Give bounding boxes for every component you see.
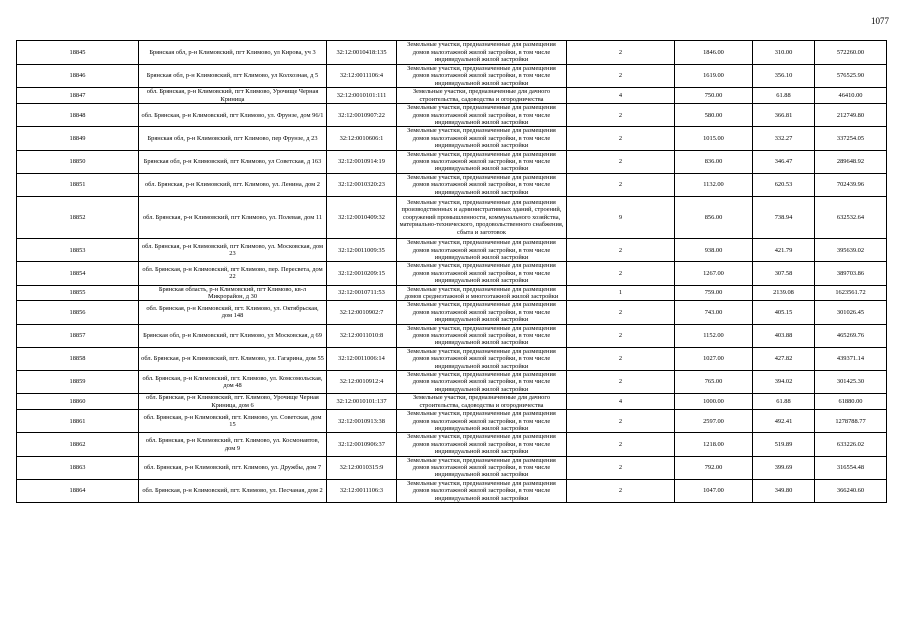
row-cadastral-number: 32:12:0010418:135 (327, 41, 397, 65)
row-area: 1218.00 (675, 433, 753, 456)
row-number: 18853 (17, 239, 139, 262)
row-address: обл. Брянская, р-н Климовский, пгт Климово, Урочище Черная Криница (139, 88, 327, 104)
row-cadastral-number: 32:12:0010409:32 (327, 197, 397, 239)
row-address: обл. Брянская, р-н Климовский, пгт. Климово, ул. Октябрьская, дом 148 (139, 301, 327, 324)
row-area: 856.00 (675, 197, 753, 239)
row-cadastral-value: 576525.90 (815, 65, 887, 88)
row-area: 759.00 (675, 285, 753, 301)
row-number: 18850 (17, 150, 139, 173)
row-cadastral-value: 289648.92 (815, 150, 887, 173)
row-address: обл. Брянская, р-н Климовский, пгт Климово, ул. Фрунзе, дом 96/1 (139, 104, 327, 127)
row-address: обл. Брянская, р-н Климовский, пгт. Климово, ул. Песчаная, дом 2 (139, 479, 327, 502)
row-address: обл. Брянская, р-н Климовский, пгт Климово, ул. Московская, дом 23 (139, 239, 327, 262)
row-number: 18863 (17, 456, 139, 479)
row-cadastral-value: 702439.96 (815, 173, 887, 196)
row-area: 2597.00 (675, 410, 753, 433)
row-land-use: Земельные участки, предназначенные для размещения домов малоэтажной жилой застройки, в том числе индивидуальной жилой застройки (397, 479, 567, 502)
row-cadastral-number: 32:12:0011006:14 (327, 347, 397, 370)
row-area: 1846.00 (675, 41, 753, 65)
row-specific-value: 427.82 (753, 347, 815, 370)
row-specific-value: 519.89 (753, 433, 815, 456)
row-number: 18860 (17, 394, 139, 410)
row-use-code: 2 (567, 433, 675, 456)
row-land-use: Земельные участки, предназначенные для размещения домов среднеэтажной и многоэтажной жилой застройки (397, 285, 567, 301)
row-cadastral-value: 337254.05 (815, 127, 887, 150)
row-land-use: Земельные участки, предназначенные для размещения домов малоэтажной жилой застройки, в том числе индивидуальной жилой застройки (397, 173, 567, 196)
row-cadastral-value: 632532.64 (815, 197, 887, 239)
row-address: Брянская обл, р-н Климовский, пгт Климово, ул Московская, д 69 (139, 324, 327, 347)
row-area: 1000.00 (675, 394, 753, 410)
row-area: 1267.00 (675, 262, 753, 285)
row-specific-value: 421.79 (753, 239, 815, 262)
row-use-code: 2 (567, 301, 675, 324)
row-cadastral-value: 389703.86 (815, 262, 887, 285)
row-cadastral-number: 32:12:0010711:53 (327, 285, 397, 301)
row-address: Брянская обл, р-н Климовский, пгт Климово, ул Колхозная, д 5 (139, 65, 327, 88)
row-cadastral-number: 32:12:0010101:137 (327, 394, 397, 410)
row-specific-value: 2139.08 (753, 285, 815, 301)
row-use-code: 2 (567, 41, 675, 65)
row-specific-value: 332.27 (753, 127, 815, 150)
row-land-use: Земельные участки, предназначенные для дачного строительства, садоводства и огородничества (397, 88, 567, 104)
row-address: обл. Брянская, р-н Климовский, пгт. Климово, ул. Комсомольская, дом 48 (139, 371, 327, 394)
row-address: обл. Брянская, р-н Климовский, пгт. Климово, Урочище Черная Криница, дом 6 (139, 394, 327, 410)
row-use-code: 2 (567, 371, 675, 394)
row-cadastral-number: 32:12:0010315:9 (327, 456, 397, 479)
row-cadastral-number: 32:12:0010913:38 (327, 410, 397, 433)
row-specific-value: 403.88 (753, 324, 815, 347)
row-area: 1619.00 (675, 65, 753, 88)
table-row (17, 150, 887, 173)
row-cadastral-value: 439371.14 (815, 347, 887, 370)
row-cadastral-value: 301026.45 (815, 301, 887, 324)
row-use-code: 2 (567, 173, 675, 196)
table-row (17, 324, 887, 347)
row-cadastral-number: 32:12:0010606:1 (327, 127, 397, 150)
row-cadastral-number: 32:12:0011010:8 (327, 324, 397, 347)
row-area: 1015.00 (675, 127, 753, 150)
row-use-code: 1 (567, 285, 675, 301)
row-use-code: 2 (567, 65, 675, 88)
row-cadastral-value: 316554.48 (815, 456, 887, 479)
row-area: 938.00 (675, 239, 753, 262)
row-cadastral-value: 212749.80 (815, 104, 887, 127)
row-cadastral-number: 32:12:0010906:37 (327, 433, 397, 456)
row-use-code: 2 (567, 150, 675, 173)
row-land-use: Земельные участки, предназначенные для размещения домов малоэтажной жилой застройки, в том числе индивидуальной жилой застройки (397, 301, 567, 324)
row-cadastral-value: 366240.60 (815, 479, 887, 502)
row-area: 1047.00 (675, 479, 753, 502)
row-cadastral-number: 32:12:0010209:15 (327, 262, 397, 285)
row-specific-value: 399.69 (753, 456, 815, 479)
row-cadastral-value: 301425.30 (815, 371, 887, 394)
table-row (17, 65, 887, 88)
row-cadastral-value: 395639.02 (815, 239, 887, 262)
row-specific-value: 61.88 (753, 394, 815, 410)
row-land-use: Земельные участки, предназначенные для дачного строительства, садоводства и огородничества (397, 394, 567, 410)
row-address: обл. Брянская, р-н Климовский, пгт Климово, ул. Полевая, дом 11 (139, 197, 327, 239)
row-use-code: 2 (567, 239, 675, 262)
table-row (17, 173, 887, 196)
page-number: 1077 (871, 16, 889, 26)
row-number: 18845 (17, 41, 139, 65)
row-address: Брянская обл, р-н Климовский, пгт Климово, ул Кирова, уч 3 (139, 41, 327, 65)
row-land-use: Земельные участки, предназначенные для размещения домов малоэтажной жилой застройки, в том числе индивидуальной жилой застройки (397, 410, 567, 433)
table-row (17, 41, 887, 65)
row-land-use: Земельные участки, предназначенные для размещения домов малоэтажной жилой застройки, в том числе индивидуальной жилой застройки (397, 104, 567, 127)
row-land-use: Земельные участки, предназначенные для размещения домов малоэтажной жилой застройки, в том числе индивидуальной жилой застройки (397, 371, 567, 394)
row-specific-value: 620.53 (753, 173, 815, 196)
row-cadastral-value: 1623561.72 (815, 285, 887, 301)
row-land-use: Земельные участки, предназначенные для размещения производственных и административных зданий, строений, сооружений промышленности, коммунального хозяйства, материально-технического, продовольственного снабжения, сбыта и заготовок (397, 197, 567, 239)
row-number: 18846 (17, 65, 139, 88)
row-number: 18861 (17, 410, 139, 433)
row-use-code: 2 (567, 456, 675, 479)
row-specific-value: 307.58 (753, 262, 815, 285)
row-cadastral-number: 32:12:0010912:4 (327, 371, 397, 394)
table-row (17, 127, 887, 150)
row-cadastral-number: 32:12:0011106:3 (327, 479, 397, 502)
row-number: 18849 (17, 127, 139, 150)
row-cadastral-value: 46410.00 (815, 88, 887, 104)
row-address: обл. Брянская, р-н Климовский, пгт. Климово, ул. Ленина, дом 2 (139, 173, 327, 196)
table-row (17, 262, 887, 285)
row-number: 18859 (17, 371, 139, 394)
row-land-use: Земельные участки, предназначенные для размещения домов малоэтажной жилой застройки, в том числе индивидуальной жилой застройки (397, 347, 567, 370)
row-specific-value: 346.47 (753, 150, 815, 173)
row-number: 18847 (17, 88, 139, 104)
row-area: 792.00 (675, 456, 753, 479)
row-cadastral-number: 32:12:0011106:4 (327, 65, 397, 88)
row-specific-value: 492.41 (753, 410, 815, 433)
row-cadastral-value: 61880.00 (815, 394, 887, 410)
row-address: обл. Брянская, р-н Климовский, пгт. Климово, ул. Дружбы, дом 7 (139, 456, 327, 479)
row-number: 18864 (17, 479, 139, 502)
row-number: 18858 (17, 347, 139, 370)
table-row (17, 410, 887, 433)
row-cadastral-number: 32:12:0011009:35 (327, 239, 397, 262)
row-land-use: Земельные участки, предназначенные для размещения домов малоэтажной жилой застройки, в том числе индивидуальной жилой застройки (397, 262, 567, 285)
row-address: Брянская обл, р-н Климовский, пгт Климово, ул Советская, д 163 (139, 150, 327, 173)
row-number: 18848 (17, 104, 139, 127)
row-use-code: 2 (567, 410, 675, 433)
row-address: Брянская обл, р-н Климовский, пгт Климово, пер Фрунзе, д 23 (139, 127, 327, 150)
row-area: 580.00 (675, 104, 753, 127)
row-number: 18857 (17, 324, 139, 347)
row-specific-value: 61.88 (753, 88, 815, 104)
row-specific-value: 394.02 (753, 371, 815, 394)
table-row (17, 197, 887, 239)
row-area: 743.00 (675, 301, 753, 324)
row-use-code: 9 (567, 197, 675, 239)
row-address: обл. Брянская, р-н Климовский, пгт. Климово, ул. Космонавтов, дом 9 (139, 433, 327, 456)
row-use-code: 2 (567, 324, 675, 347)
row-land-use: Земельные участки, предназначенные для размещения домов малоэтажной жилой застройки, в том числе индивидуальной жилой застройки (397, 127, 567, 150)
row-specific-value: 356.10 (753, 65, 815, 88)
table-row (17, 88, 887, 104)
table-row (17, 456, 887, 479)
table-row (17, 239, 887, 262)
row-land-use: Земельные участки, предназначенные для размещения домов малоэтажной жилой застройки, в том числе индивидуальной жилой застройки (397, 150, 567, 173)
row-address: Брянская область, р-н Климовский, пгт Климово, кв-л Микрорайон, д 30 (139, 285, 327, 301)
row-land-use: Земельные участки, предназначенные для размещения домов малоэтажной жилой застройки, в том числе индивидуальной жилой застройки (397, 433, 567, 456)
row-number: 18854 (17, 262, 139, 285)
row-use-code: 2 (567, 104, 675, 127)
row-cadastral-value: 1278788.77 (815, 410, 887, 433)
row-number: 18852 (17, 197, 139, 239)
row-cadastral-value: 465269.76 (815, 324, 887, 347)
table-row (17, 347, 887, 370)
row-specific-value: 310.00 (753, 41, 815, 65)
row-land-use: Земельные участки, предназначенные для размещения домов малоэтажной жилой застройки, в том числе индивидуальной жилой застройки (397, 239, 567, 262)
row-address: обл. Брянская, р-н Климовский, пгт Климово, пер. Пересвета, дом 22 (139, 262, 327, 285)
row-use-code: 4 (567, 88, 675, 104)
row-number: 18855 (17, 285, 139, 301)
row-land-use: Земельные участки, предназначенные для размещения домов малоэтажной жилой застройки, в том числе индивидуальной жилой застройки (397, 65, 567, 88)
table-row (17, 433, 887, 456)
row-use-code: 2 (567, 347, 675, 370)
row-specific-value: 349.80 (753, 479, 815, 502)
row-land-use: Земельные участки, предназначенные для размещения домов малоэтажной жилой застройки, в том числе индивидуальной жилой застройки (397, 456, 567, 479)
row-area: 765.00 (675, 371, 753, 394)
row-area: 1027.00 (675, 347, 753, 370)
row-area: 836.00 (675, 150, 753, 173)
row-number: 18851 (17, 173, 139, 196)
row-cadastral-number: 32:12:0010101:111 (327, 88, 397, 104)
row-specific-value: 405.15 (753, 301, 815, 324)
row-cadastral-value: 572260.00 (815, 41, 887, 65)
row-cadastral-number: 32:12:0010902:7 (327, 301, 397, 324)
row-number: 18856 (17, 301, 139, 324)
row-cadastral-number: 32:12:0010320:23 (327, 173, 397, 196)
row-land-use: Земельные участки, предназначенные для размещения домов малоэтажной жилой застройки, в том числе индивидуальной жилой застройки (397, 41, 567, 65)
row-number: 18862 (17, 433, 139, 456)
row-specific-value: 738.94 (753, 197, 815, 239)
row-area: 1132.00 (675, 173, 753, 196)
table-row (17, 394, 887, 410)
table-row (17, 479, 887, 502)
table-row (17, 301, 887, 324)
row-specific-value: 366.81 (753, 104, 815, 127)
row-cadastral-number: 32:12:0010907:22 (327, 104, 397, 127)
row-area: 750.00 (675, 88, 753, 104)
row-cadastral-number: 32:12:0010914:19 (327, 150, 397, 173)
row-area: 1152.00 (675, 324, 753, 347)
table-row (17, 104, 887, 127)
row-land-use: Земельные участки, предназначенные для размещения домов малоэтажной жилой застройки, в том числе индивидуальной жилой застройки (397, 324, 567, 347)
row-use-code: 4 (567, 394, 675, 410)
table-row (17, 285, 887, 301)
row-address: обл. Брянская, р-н Климовский, пгт. Климово, ул. Советская, дом 15 (139, 410, 327, 433)
table-body (17, 41, 887, 503)
row-address: обл. Брянская, р-н Климовский, пгт. Климово, ул. Гагарина, дом 55 (139, 347, 327, 370)
row-use-code: 2 (567, 262, 675, 285)
land-registry-table (16, 40, 887, 503)
table-row (17, 371, 887, 394)
row-use-code: 2 (567, 479, 675, 502)
row-cadastral-value: 633226.02 (815, 433, 887, 456)
row-use-code: 2 (567, 127, 675, 150)
